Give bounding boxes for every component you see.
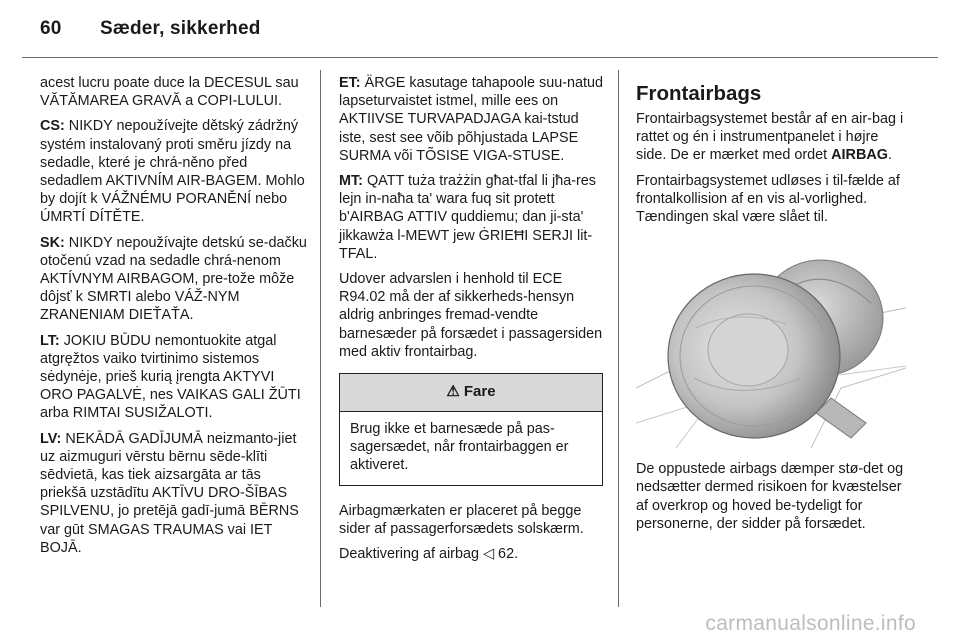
warning-sk [40, 234, 308, 325]
label-location-text: Airbagmærkaten er placeret på begge sider af passagerforsædets solskærm. [339, 502, 584, 537]
column-divider-1 [320, 70, 321, 607]
page-number: 60 [40, 18, 62, 39]
warning-cs [40, 117, 308, 226]
description-text: Frontairbagsystemet består af en air-bag i rattet og én i instrumentpanelet i højre side. De er mærket med ordet [636, 111, 904, 164]
warning-et [339, 74, 603, 165]
warning-lt [40, 332, 308, 423]
warning-triangle-icon: ⚠ [446, 383, 460, 401]
warning-text: NIKDY nepoužívejte dětský zádržný systém instalovaný proti směru jízdy na sedadle, které je chrá-něno před sedadlem AKTIVNÍM AIR-BAGEM. Mohlo by dojít k VÁŽNÉMU PORANĚNÍ nebo ÚMRTÍ DÍTĚTE. [40, 118, 305, 226]
lang-code: LV: [40, 430, 62, 447]
lang-code: ET: [339, 75, 361, 91]
warning-lv [40, 430, 308, 557]
lang-code: CS: [40, 118, 65, 135]
lang-code: SK: [40, 234, 65, 251]
description-end: . [887, 147, 892, 164]
section-heading: Frontairbags [636, 82, 762, 105]
watermark: carmanualsonline.info [705, 612, 916, 635]
column-3 [636, 74, 906, 540]
page-header [40, 18, 261, 40]
column-2 [339, 74, 603, 570]
airbag-word: AIRBAG [831, 147, 888, 164]
danger-box [339, 373, 603, 486]
inflated-airbag-drawing [636, 238, 906, 448]
warning-text: ÄRGE kasutage tahapoole suu-natud lapseturvaistet istmel, mille ees on AKTIIVSE TURVAPADJAGA kai-tstud iste, sest see võib põhjustada LAPSE SURMA või TÕSISE VIGA-STUSE. [339, 75, 604, 164]
deactivation-ref [339, 545, 603, 563]
page-ref-number[interactable]: 62. [494, 546, 519, 563]
airbag-illustration [636, 238, 906, 448]
warning-text: NIKDY nepoužívajte detskú se-dačku otočenú vzad na sedadle chrá-nenom AKTÍVNYM AIRBAGOM, pre-tože môže dôjsť k SMRTI alebo VÁŽ-NYM ZRANENIAM DIEŤAŤA. [40, 234, 307, 324]
column-divider-2 [618, 70, 619, 607]
warning-text: JOKIU BŪDU nemontuokite atgal atgręžtos vaiko tvirtinimo sistemos sėdynėje, prieš kurią įrengta AKTYVI ORO PAGALVĖ, nes VAIKAS GALI ŽŪTI arba RIMTAI SUSIŽALOTI. [40, 332, 301, 422]
danger-box-header [340, 374, 602, 412]
deactivation-text: Deaktivering af airbag [339, 546, 483, 563]
warning-mt [339, 172, 603, 263]
ece-paragraph: Udover advarslen i henhold til ECE R94.02 må der af sikkerheds-hensyn aldrig anbringes fremad-vendte barnesæder på forsædet i passagersiden med aktiv frontairbag. [339, 271, 603, 360]
column-1 [40, 74, 308, 564]
lang-code: MT: [339, 173, 363, 190]
section-title: Sæder, sikkerhed [100, 18, 261, 39]
header-rule [22, 57, 938, 58]
danger-box-text: Brug ikke et barnesæde på pas-sagersædet, når frontairbaggen er aktiveret. [350, 421, 569, 474]
intro-text: acest lucru poate duce la DECESUL sau VĂTĂMAREA GRAVĂ a COPI-LULUI. [40, 75, 299, 110]
danger-box-title: Fare [463, 383, 496, 401]
warning-text: QATT tuża trażżin għat-tfal li jħa-res lejn in-naħa ta' wara fuq sit protett b'AIRBAG ATTIV quddiemu; dan ji-sta' jikkawża l-MEWT jew ĠRIEĦI SERJI lit-TFAL. [339, 173, 596, 262]
warning-text: NEKĀDĀ GADĪJUMĀ neizmanto-jiet uz aizmuguri vērstu bērnu sēde-klīti sēdvietā, kas tiek aizsargāta ar tās priekšā uzstādītu AKTĪVU DRO-ŠĪBAS SPILVENU, jo pretējā gadī-jumā BĒRNS var gūt SMAGAS TRAUMAS vai IET BOJĀ. [40, 430, 299, 556]
lang-code: LT: [40, 332, 60, 349]
trigger-paragraph: Frontairbagsystemet udløses i til-fælde af frontalkollision af en vis al-vorlighed. Tændingen skal være slået til. [636, 172, 900, 226]
effect-paragraph: De oppustede airbags dæmper stø-det og nedsætter dermed risikoen for kvæstelser af overkrop og hoved be-tydeligt for personerne, der sidder på forsædet. [636, 461, 904, 532]
page-ref-arrow-icon: ◁ [482, 546, 495, 563]
frontairbag-description [636, 110, 906, 165]
